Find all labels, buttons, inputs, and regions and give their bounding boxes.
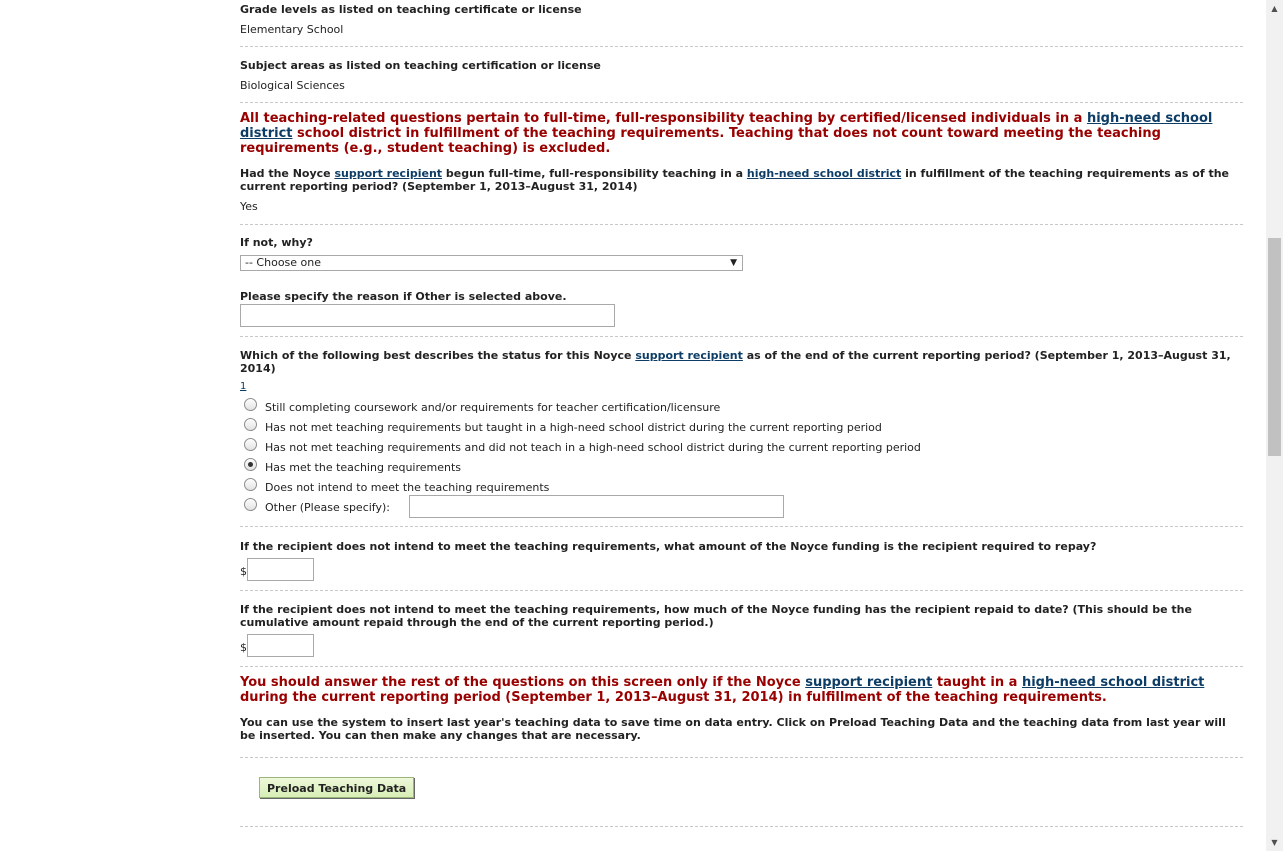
support-recipient-link[interactable]: support recipient [805,675,933,690]
other-reason-label: Please specify the reason if Other is selected above. [240,290,567,303]
teaching-requirements-notice [240,111,1243,156]
reason-select[interactable] [240,255,743,271]
notice-text-1: All teaching-related questions pertain to full-time, full-responsibility teaching by certified/licensed individuals in a [240,111,1087,126]
preload-info-text: You can use the system to insert last year's teaching data to save time on data entry. Click on Preload Teaching Data and the teaching data from last year will be inserted. You can then make any changes that are necessary. [240,716,1226,742]
support-recipient-link[interactable]: support recipient [635,349,743,362]
subject-areas-section [240,46,1243,103]
repay-required-input[interactable] [247,558,314,581]
question-text: Which of the following best describes the status for this Noyce [240,349,636,362]
other-reason-section [240,284,1243,337]
scrollbar-thumb[interactable] [1268,238,1281,456]
grade-levels-section [240,0,1243,47]
begun-teaching-question [240,167,1243,193]
if-not-why-label: If not, why? [240,236,313,249]
rest-of-questions-notice [240,675,1243,705]
repaid-label: If the recipient does not intend to meet the teaching requirements, how much of the Noyce funding has the recipient repaid to date? (This should be the cumulative amount repaid through the end of the current reporting period.) [240,603,1192,629]
status-question [240,349,1243,375]
option-label: Has met the teaching requirements [265,461,462,474]
grade-levels-value: Elementary School [240,23,344,36]
begun-teaching-section [240,160,1243,225]
if-not-why-section [240,224,1243,284]
question-text: in fulfillment of the teaching requirements as of the current reporting period? (September 1, 2013–August 31, 2014) [240,167,1229,193]
preload-info-section [240,710,1243,758]
support-recipient-link[interactable]: support recipient [334,167,443,180]
high-need-district-link[interactable]: high-need school district [1021,675,1205,690]
high-need-district-link[interactable]: high-need school district [240,111,1213,141]
radio-button[interactable] [244,438,257,451]
question-text: as of the end of the current reporting period? (September 1, 2013–August 31, 2014) [240,349,1231,375]
repaid-section [240,590,1243,667]
option-label: Still completing coursework and/or requirements for teacher certification/licensure [265,401,721,414]
currency-symbol: $ [240,641,247,654]
grade-levels-label: Grade levels as listed on teaching certificate or license [240,3,582,16]
option-label: Other (Please specify): [265,501,390,514]
notice-text-3: during the current reporting period (September 1, 2013–August 31, 2014) in fulfillment of the teaching requirements. [240,690,1107,705]
repay-required-label: If the recipient does not intend to meet the teaching requirements, what amount of the Noyce funding is the recipient required to repay? [240,540,1097,553]
radio-button-selected[interactable] [244,458,257,471]
currency-symbol: $ [240,565,247,578]
question-text: Had the Noyce [240,167,335,180]
dropdown-arrow-icon: ▼ [730,258,737,268]
radio-button[interactable] [244,418,257,431]
reason-select-value: -- Choose one [245,256,322,269]
begun-teaching-answer: Yes [240,200,258,213]
option-label: Has not met teaching requirements but taught in a high-need school district during the current reporting period [265,421,882,434]
radio-button[interactable] [244,478,257,491]
subject-areas-label: Subject areas as listed on teaching certification or license [240,59,601,72]
high-need-district-link[interactable]: high-need school district [746,167,902,180]
notice-text-2: taught in a [932,675,1022,690]
section-divider [240,826,1243,827]
question-text: begun full-time, full-responsibility teaching in a [442,167,747,180]
repay-required-section [240,526,1243,591]
subject-areas-value: Biological Sciences [240,79,345,92]
scroll-up-icon[interactable]: ▲ [1271,4,1278,13]
repaid-input[interactable] [247,634,314,657]
footnote-link[interactable]: 1 [240,381,247,392]
option-label: Does not intend to meet the teaching requirements [265,481,550,494]
notice-text-1: You should answer the rest of the questions on this screen only if the Noyce [240,675,806,690]
other-status-input[interactable] [409,495,784,518]
other-reason-input[interactable] [240,304,615,327]
status-section [240,336,1243,527]
notice-text-2: school district in fulfillment of the teaching requirements. Teaching that does not count toward meeting the teaching requirements (e.g., student teaching) is excluded. [240,126,1161,156]
preload-teaching-data-button[interactable]: Preload Teaching Data [259,777,414,798]
radio-button[interactable] [244,498,257,511]
radio-button[interactable] [244,398,257,411]
option-label: Has not met teaching requirements and did not teach in a high-need school district during the current reporting period [265,441,921,454]
scroll-down-icon[interactable]: ▼ [1271,838,1278,847]
